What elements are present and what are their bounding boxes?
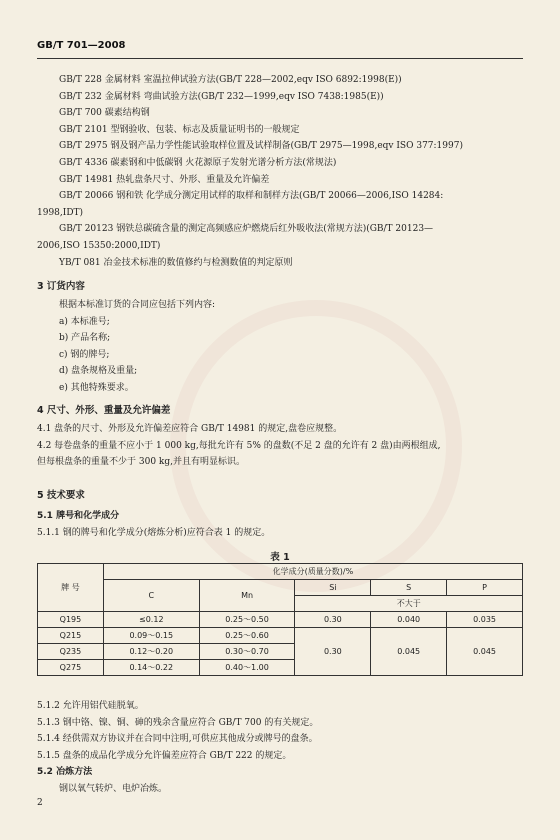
order-item: d) 盘条规格及重量; <box>59 366 138 376</box>
reference-item: GB/T 232 金属材料 弯曲试验方法(GB/T 232—1999,eqv ISO 7438:1985(E)) <box>59 91 384 102</box>
order-item: b) 产品名称; <box>59 333 111 343</box>
table-row <box>38 612 523 628</box>
clause-5-1-5: 5.1.5 盘条的成品化学成分允许偏差应符合 GB/T 222 的规定。 <box>37 750 292 761</box>
mn-cell: 0.40～1.00 <box>199 660 295 676</box>
clause-5-1-1: 5.1.1 钢的牌号和化学成分(熔炼分析)应符合表 1 的规定。 <box>37 527 271 538</box>
section-3-intro: 根据本标准订货的合同应包括下列内容: <box>59 300 216 310</box>
section-4-title: 4 尺寸、外形、重量及允许偏差 <box>37 405 171 416</box>
grade-cell: Q275 <box>38 660 104 676</box>
mn-cell: 0.30～0.70 <box>199 644 295 660</box>
section-4-body <box>37 421 527 471</box>
clause-5-1-title: 5.1 牌号和化学成分 <box>37 511 120 521</box>
clause-4-2-continued: 但每根盘条的重量不少于 300 kg,并且有明显标识。 <box>37 457 245 467</box>
si-cell: 0.30 <box>295 628 371 676</box>
header-s: S <box>371 580 447 596</box>
reference-item: GB/T 2975 钢及钢产品力学性能试验取样位置及试样制备(GB/T 2975—1998,eqv ISO 377:1997) <box>59 141 463 152</box>
page-number: 2 <box>37 798 43 808</box>
s-cell: 0.045 <box>371 628 447 676</box>
reference-item: GB/T 700 碳素结构钢 <box>59 108 150 119</box>
clause-5-2-title: 5.2 冶炼方法 <box>37 767 93 777</box>
table-title: 表 1 <box>270 552 290 563</box>
c-cell: 0.14～0.22 <box>103 660 199 676</box>
mn-cell: 0.25～0.60 <box>199 628 295 644</box>
table-row <box>38 628 523 644</box>
reference-item: GB/T 14981 热轧盘条尺寸、外形、重量及允许偏差 <box>59 174 270 185</box>
section-5-title: 5 技术要求 <box>37 490 85 501</box>
p-cell: 0.035 <box>447 612 523 628</box>
c-cell: 0.12～0.20 <box>103 644 199 660</box>
clause-5-1-2: 5.1.2 允许用铝代硅脱氧。 <box>37 701 144 711</box>
mn-cell: 0.25～0.50 <box>199 612 295 628</box>
c-cell: 0.09～0.15 <box>103 628 199 644</box>
grade-cell: Q195 <box>38 612 104 628</box>
clause-4-1: 4.1 盘条的尺寸、外形及允许偏差应符合 GB/T 14981 的规定,盘卷应规整。 <box>37 424 343 434</box>
header-max: 不大于 <box>295 596 523 612</box>
grade-cell: Q235 <box>38 644 104 660</box>
s-cell: 0.040 <box>371 612 447 628</box>
standard-code-header: GB/T 701—2008 <box>37 40 126 51</box>
header-p: P <box>447 580 523 596</box>
header-si: Si <box>295 580 371 596</box>
clause-5-1-3: 5.1.3 钢中铬、镍、铜、砷的残余含量应符合 GB/T 700 的有关规定。 <box>37 717 319 728</box>
header-rule <box>37 58 523 59</box>
c-cell: ≤0.12 <box>103 612 199 628</box>
si-cell: 0.30 <box>295 612 371 628</box>
section-3-title: 3 订货内容 <box>37 281 85 292</box>
header-mn: Mn <box>199 580 295 612</box>
reference-item: GB/T 4336 碳素钢和中低碳钢 火花源原子发射光谱分析方法(常规法) <box>59 157 337 168</box>
reference-item: YB/T 081 冶金技术标准的数值修约与检测数值的判定原则 <box>59 257 293 268</box>
order-item: c) 钢的牌号; <box>59 349 110 360</box>
section-3-body <box>37 297 527 396</box>
p-cell: 0.045 <box>447 628 523 676</box>
order-item: e) 其他特殊要求。 <box>59 382 134 393</box>
header-c: C <box>103 580 199 612</box>
composition-table <box>37 563 523 676</box>
reference-item: GB/T 2101 型钢验收、包装、标志及质量证明书的一般规定 <box>59 124 300 135</box>
order-item: a) 本标准号; <box>59 316 110 327</box>
reference-item: GB/T 20123 钢铁总碳硫含量的测定高频感应炉燃烧后红外吸收法(常规方法)(GB/T 20123— <box>59 224 434 235</box>
clause-4-2: 4.2 每卷盘条的重量不应小于 1 000 kg,每批允许有 5% 的盘数(不足 2 盘的允许有 2 盘)由两根组成, <box>37 440 441 451</box>
clauses-5-1-2-to-5-2 <box>37 698 527 797</box>
reference-continuation: 1998,IDT) <box>37 207 84 218</box>
normative-references <box>37 72 527 271</box>
reference-item: GB/T 228 金属材料 室温拉伸试验方法(GB/T 228—2002,eqv ISO 6892:1998(E)) <box>59 75 402 85</box>
header-grade: 牌 号 <box>38 564 104 612</box>
clause-5-2-text: 钢以氧气转炉、电炉冶炼。 <box>59 783 168 794</box>
reference-continuation: 2006,ISO 15350:2000,IDT) <box>37 240 161 251</box>
header-composition: 化学成分(质量分数)/% <box>103 564 522 580</box>
grade-cell: Q215 <box>38 628 104 644</box>
section-5-1 <box>37 508 527 541</box>
reference-item: GB/T 20066 钢和铁 化学成分测定用试样的取样和制样方法(GB/T 20066—2006,ISO 14284: <box>59 191 444 202</box>
clause-5-1-4: 5.1.4 经供需双方协议并在合同中注明,可供应其他成分或牌号的盘条。 <box>37 734 318 744</box>
